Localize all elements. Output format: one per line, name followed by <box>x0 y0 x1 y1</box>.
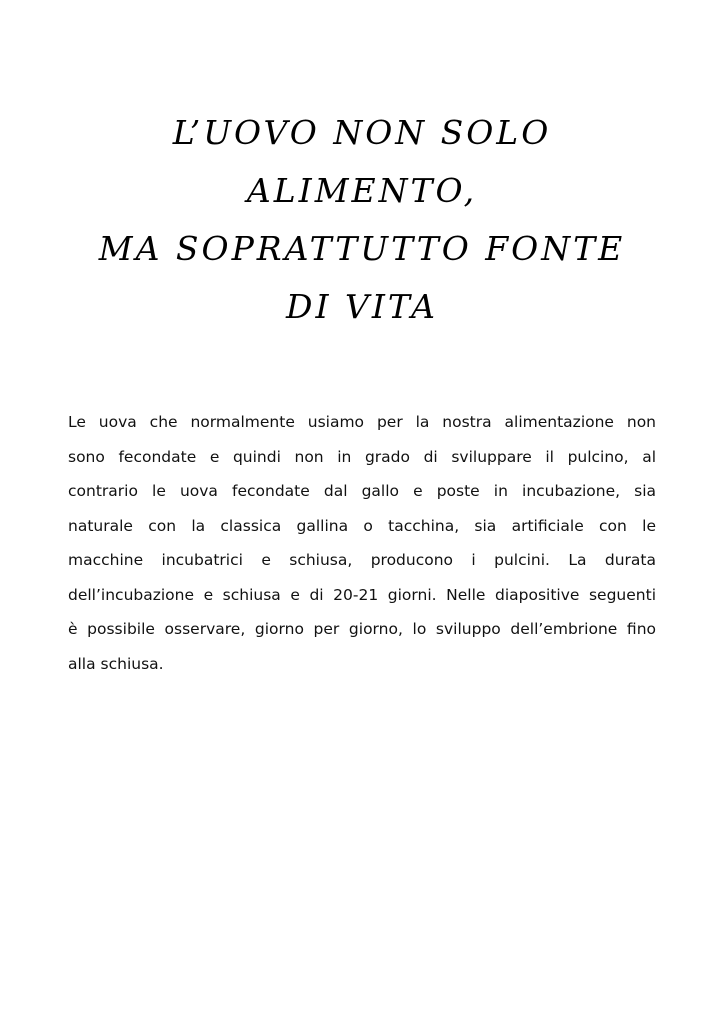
paragraph-line-8: alla schiusa. <box>68 654 164 673</box>
paragraph-line-1: Le uova che normalmente usiamo per la nostra alimentazione non <box>68 413 656 431</box>
paragraph-line-7: è possibile osservare, giorno per giorno, lo sviluppo dell’embrione fino <box>68 620 656 638</box>
paragraph-line-4: naturale con la classica gallina o tacchina, sia artificiale con le <box>68 516 656 535</box>
paragraph-line-3: contrario le uova fecondate dal gallo e poste in incubazione, sia <box>68 482 656 500</box>
title-line-4: DI VITA <box>286 287 438 326</box>
title-line-2: ALIMENTO, <box>246 171 478 210</box>
title-line-3: MA SOPRATTUTTO FONTE <box>98 229 626 268</box>
intro-paragraph <box>68 405 656 681</box>
paragraph-line-6: dell’incubazione e schiusa e di 20-21 giorni. Nelle diapositive seguenti <box>68 585 656 604</box>
paragraph-line-2: sono fecondate e quindi non in grado di sviluppare il pulcino, al <box>68 447 656 466</box>
document-title <box>40 104 684 336</box>
title-line-1: L’UOVO NON SOLO <box>172 113 552 152</box>
paragraph-line-5: macchine incubatrici e schiusa, producono i pulcini. La durata <box>68 551 656 569</box>
